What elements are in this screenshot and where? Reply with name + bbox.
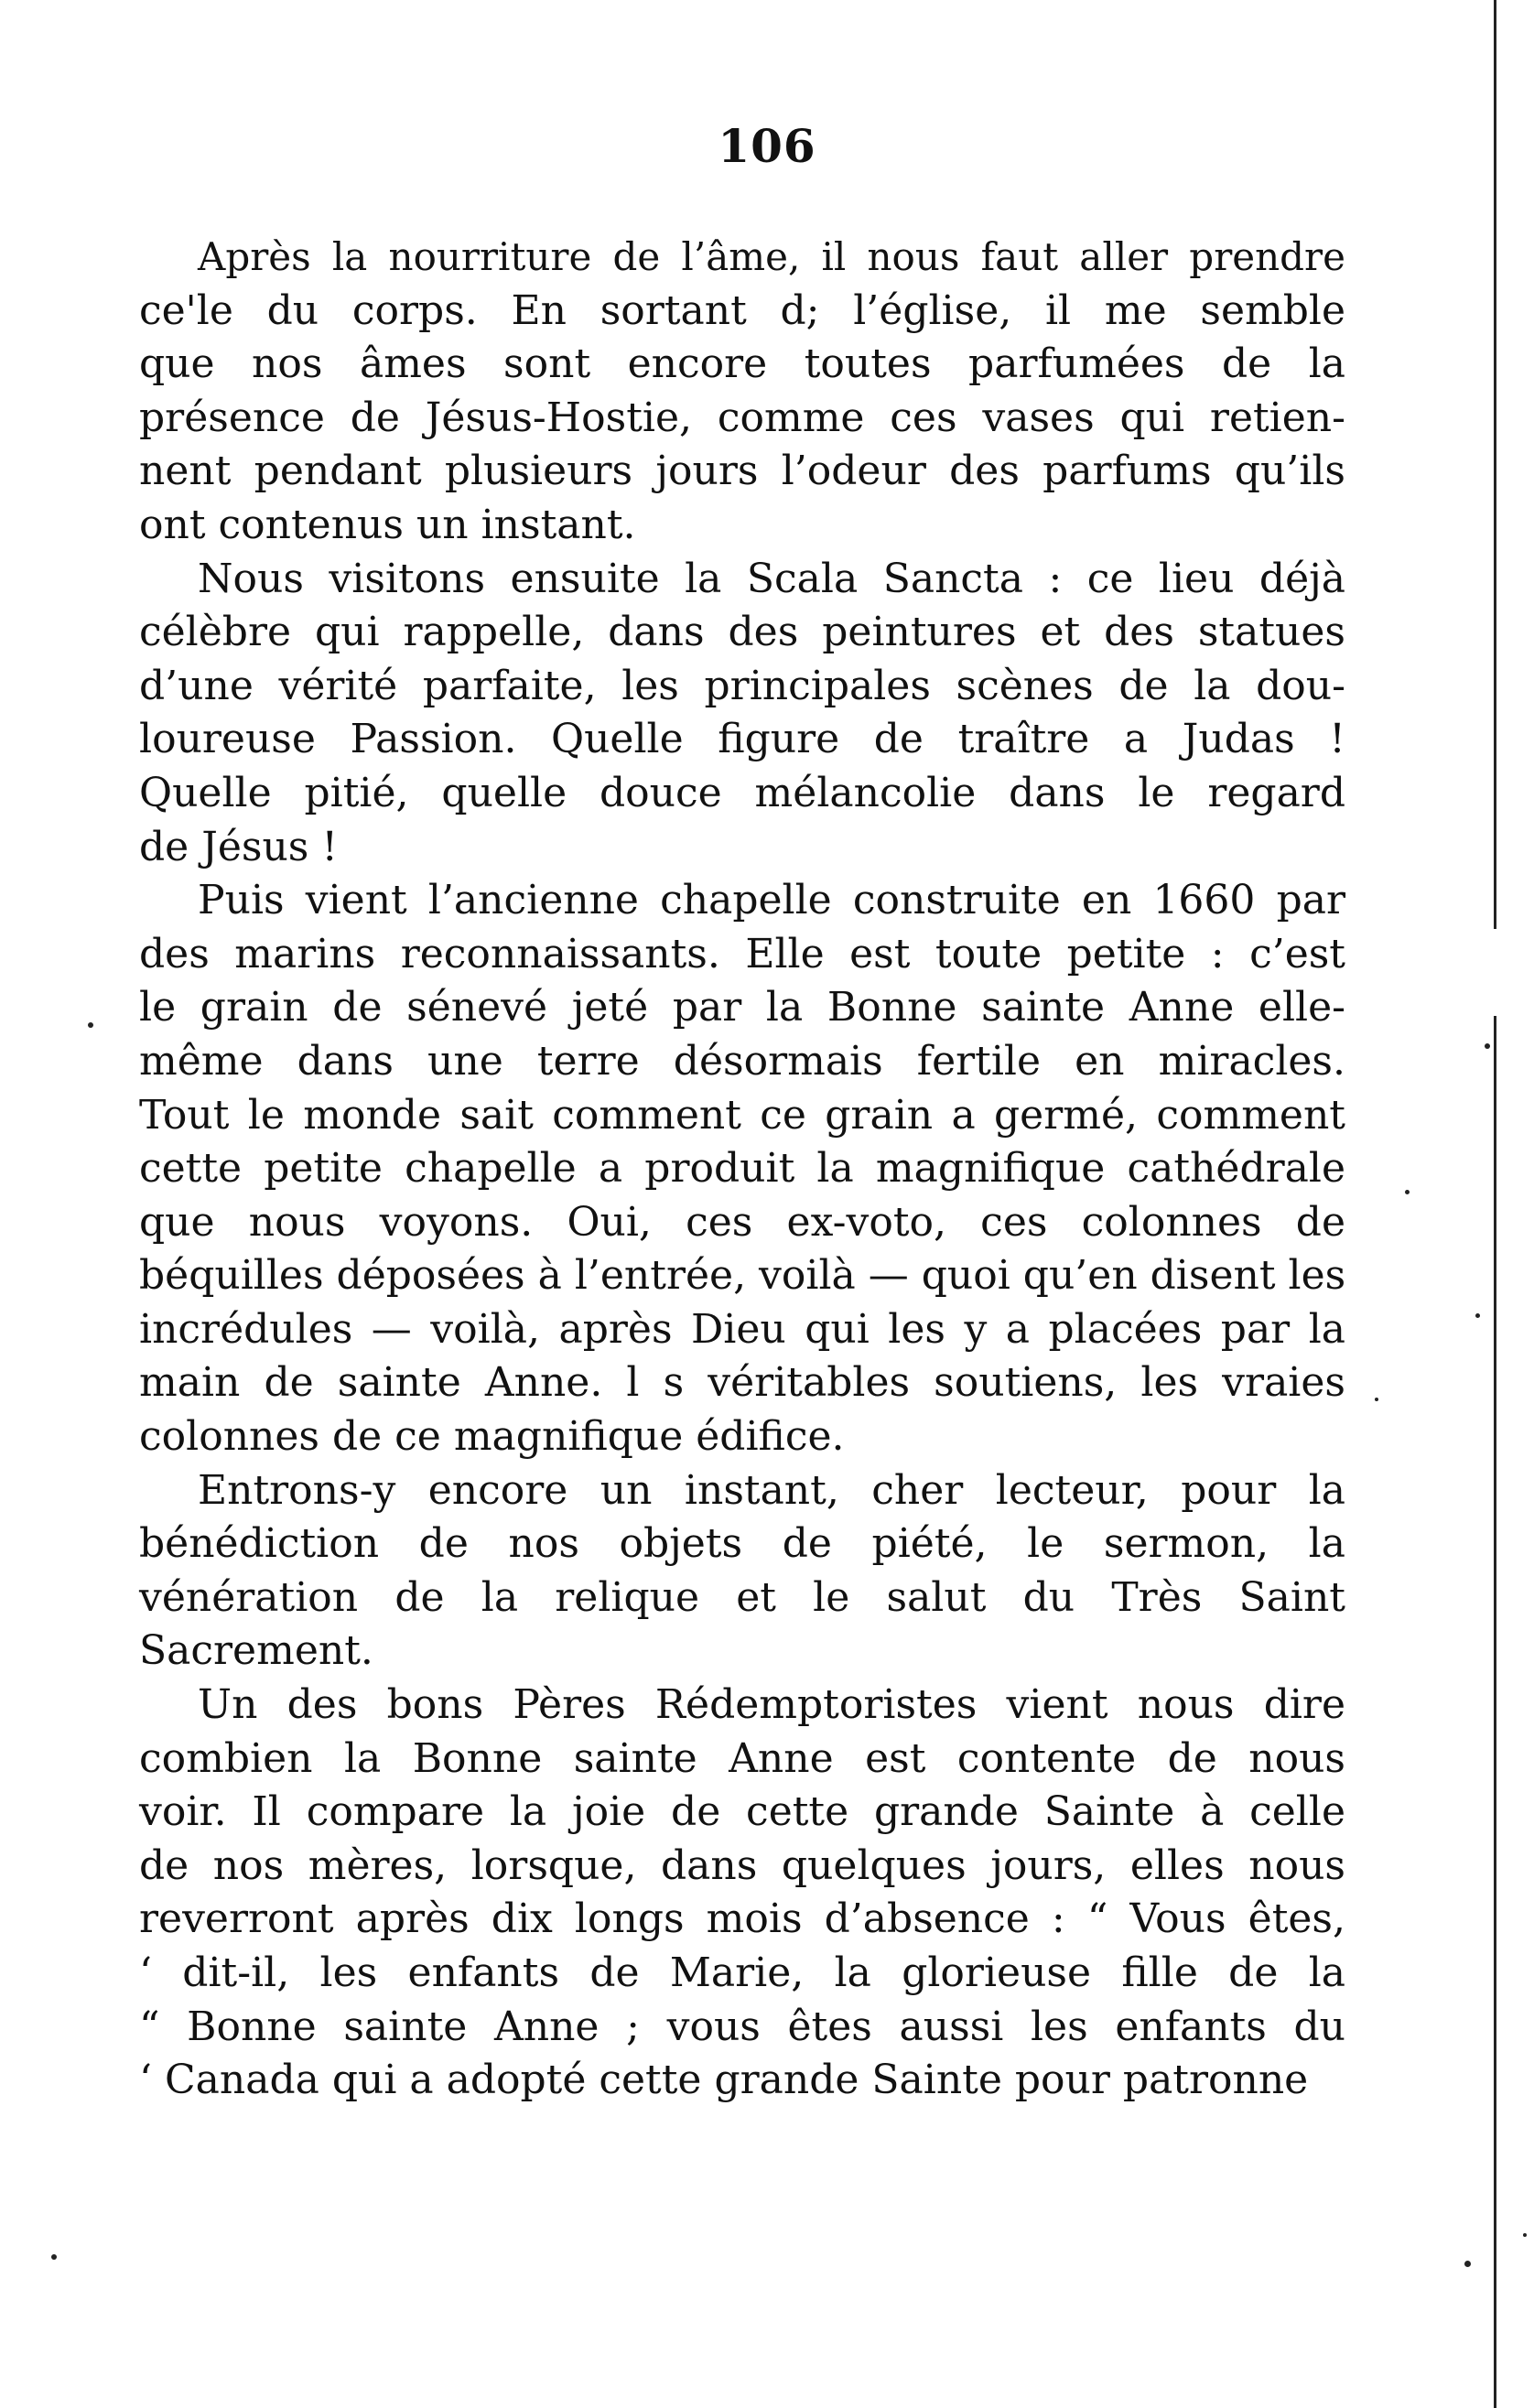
ink-speck xyxy=(88,1022,93,1028)
text-line: Nous visitons ensuite la Scala Sancta : ce lieu déjà xyxy=(198,555,1345,602)
text-line: loureuse Passion. Quelle figure de traître a Judas ! xyxy=(139,716,1345,763)
text-line: ce'le du corps. En sortant d; l’église, il me semble xyxy=(139,286,1345,334)
text-line: ‘ dit-il, les enfants de Marie, la glorieuse fille de la xyxy=(139,1949,1345,1996)
text-line: Après la nourriture de l’âme, il nous faut aller prendre xyxy=(198,234,1345,279)
text-line: des marins reconnaissants. Elle est toute petite : c’est xyxy=(139,930,1345,977)
text-line: Puis vient l’ancienne chapelle construite en 1660 par xyxy=(198,877,1345,924)
ink-speck xyxy=(1475,1313,1480,1318)
ink-speck xyxy=(1523,2233,1527,2237)
text-line: Entrons-y encore un instant, cher lecteur, pour la xyxy=(198,1466,1345,1514)
text-line: de nos mères, lorsque, dans quelques jours, elles nous xyxy=(139,1841,1345,1889)
text-line: présence de Jésus-Hostie, comme ces vases qui retien- xyxy=(139,394,1345,441)
text-line: vénération de la relique et le salut du Très Saint xyxy=(139,1573,1345,1621)
text-line: Sacrement. xyxy=(139,1627,373,1675)
text-line: Quelle pitié, quelle douce mélancolie dans le regard xyxy=(139,769,1345,816)
text-line: bénédiction de nos objets de piété, le sermon, la xyxy=(139,1520,1345,1568)
text-line: Un des bons Pères Rédemptoristes vient nous dire xyxy=(198,1681,1345,1729)
text-line: de Jésus ! xyxy=(139,823,339,870)
text-line: même dans une terre désormais fertile en miracles. xyxy=(139,1037,1345,1085)
page-edge-rule xyxy=(1494,0,1496,2408)
text-line: que nos âmes sont encore toutes parfumées de la xyxy=(139,340,1345,388)
text-line: colonnes de ce magnifique édifice. xyxy=(139,1413,845,1461)
page-edge-rule-gap xyxy=(1490,929,1501,1016)
text-line: nent pendant plusieurs jours l’odeur des parfums qu’ils xyxy=(139,448,1345,495)
text-line: combien la Bonne sainte Anne est contente de nous xyxy=(139,1734,1345,1782)
body-text xyxy=(139,231,1345,2108)
text-line: béquilles déposées à l’entrée, voilà — quoi qu’en disent les xyxy=(139,1252,1346,1300)
text-line: d’une vérité parfaite, les principales scènes de la dou- xyxy=(139,662,1345,709)
text-line: reverront après dix longs mois d’absence : “ Vous êtes, xyxy=(139,1895,1345,1943)
page-number: 106 xyxy=(718,119,816,173)
text-line: ont contenus un instant. xyxy=(139,501,636,548)
ink-speck xyxy=(1485,1043,1490,1049)
text-line: que nous voyons. Oui, ces ex-voto, ces colonnes de xyxy=(139,1198,1345,1246)
text-line: main de sainte Anne. l s véritables soutiens, les vraies xyxy=(139,1359,1345,1407)
text-line: cette petite chapelle a produit la magnifique cathédrale xyxy=(139,1145,1345,1193)
text-line: ‘ Canada qui a adopté cette grande Sainte pour patronne xyxy=(139,2057,1309,2104)
text-line: “ Bonne sainte Anne ; vous êtes aussi les enfants du xyxy=(139,2003,1345,2050)
ink-speck xyxy=(1464,2261,1471,2267)
ink-speck xyxy=(51,2254,57,2260)
ink-speck xyxy=(1405,1190,1410,1194)
text-line: célèbre qui rappelle, dans des peintures et des statues xyxy=(139,609,1345,656)
ink-speck xyxy=(1375,1398,1378,1401)
text-line: Tout le monde sait comment ce grain a germé, comment xyxy=(139,1091,1345,1139)
text-line: voir. Il compare la joie de cette grande Sainte à celle xyxy=(139,1788,1345,1836)
text-line: le grain de sénevé jeté par la Bonne sainte Anne elle- xyxy=(139,984,1345,1031)
text-line: incrédules — voilà, après Dieu qui les y a placées par la xyxy=(139,1305,1345,1353)
